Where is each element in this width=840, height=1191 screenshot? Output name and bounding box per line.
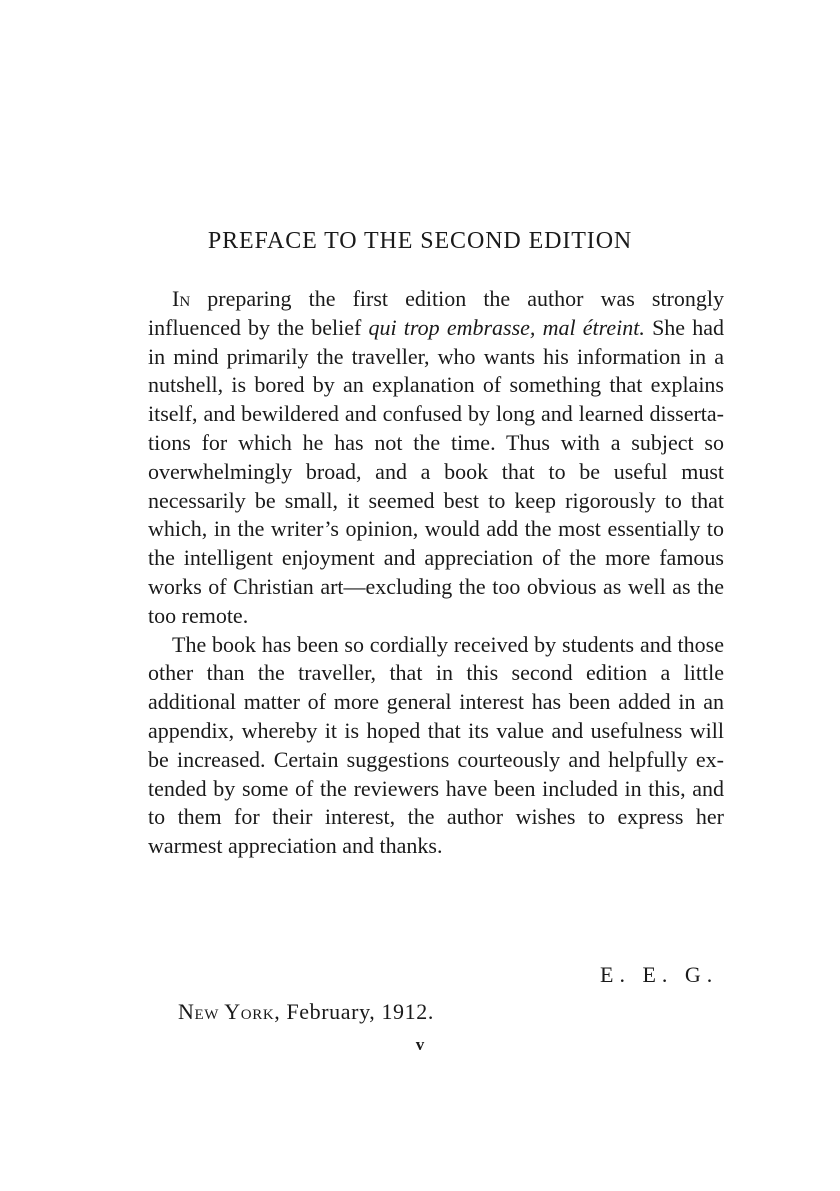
paragraph-1-text-a: preparing the first edition the author was strongly influenced by the belief bbox=[148, 286, 724, 340]
dateline-place: New York, bbox=[178, 999, 281, 1024]
dateline-date: February, 1912. bbox=[280, 999, 434, 1024]
author-signature: E. E. G. bbox=[600, 962, 719, 987]
foreign-phrase: qui trop embrasse, mal étreint. bbox=[368, 314, 645, 340]
preface-body bbox=[148, 285, 724, 861]
paragraph-1-text-b: She had in mind primarily the traveller, who wants his information in a nutshell, is bored by an explanation of something that explains itself, and bewildered and confused by long and learned dissertations for which he has not the time. Thus with a subject so overwhelmingly broad, and a book that to be useful must necessarily be small, it seemed best to keep rigorously to that which, in the writer’s opinion, would add the most essentially to the intelligent enjoyment and appreciation of the more famous works of Christian art—excluding the too obvious as well as the too remote. bbox=[148, 314, 725, 628]
page-title: PREFACE TO THE SECOND EDITION bbox=[207, 228, 633, 254]
paragraph-1 bbox=[148, 285, 724, 631]
dateline bbox=[178, 997, 434, 1027]
page-number: v bbox=[415, 1035, 425, 1054]
paragraph-2: The book has been so cordially received by students and those other than the traveller, that in this second edition a little additional matter of more general interest has been added in an appendix, whereby it is hoped that its value and usefulness will be increased. Certain suggestions courteously and helpfully extended by some of the reviewers have been included in this, and to them for their interest, the author wishes to express her warmest appreciation and thanks. bbox=[148, 631, 724, 859]
paragraph-lead-word: In bbox=[172, 286, 191, 311]
